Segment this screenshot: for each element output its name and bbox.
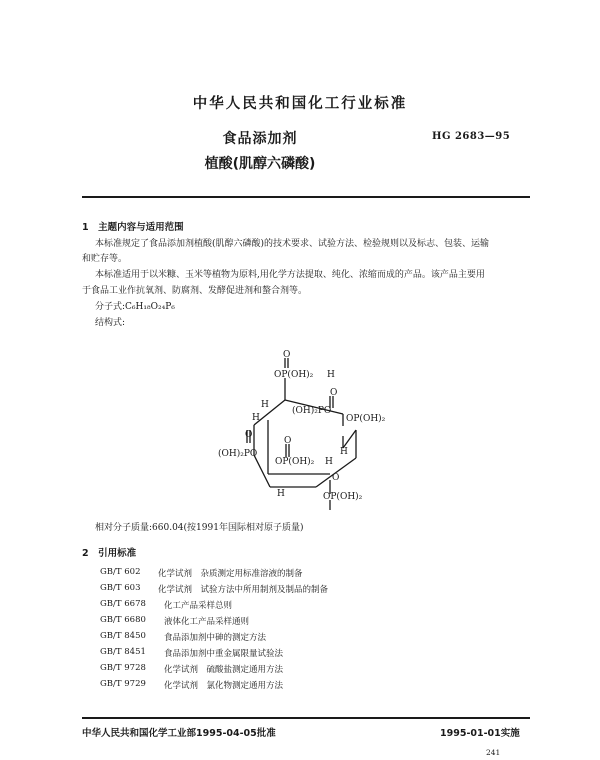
ref-code: GB/T 8450 <box>100 631 146 641</box>
ref-title: 化学试剂 硫酸盐测定通用方法 <box>164 665 284 675</box>
label-bottom-group: OP(OH)₂ <box>323 492 363 502</box>
ref-title: 化学试剂 杂质测定用标准溶液的制备 <box>158 569 303 579</box>
label-bottom-h: H <box>277 489 285 499</box>
document-subtitle: 植酸(肌醇六磷酸) <box>204 156 316 172</box>
label-middle-group: (OH)₂PO <box>292 406 332 416</box>
section-1-paragraph-2-line-1: 本标准适用于以米糠、玉米等植物为原料,用化学方法提取、纯化、浓缩而成的产品。该产品主要用 <box>95 270 485 280</box>
ref-title: 化工产品采样总则 <box>164 601 233 611</box>
issuer-title: 中华人民共和国化工行业标准 <box>192 96 408 112</box>
label-center-group: OP(OH)₂ <box>275 457 315 467</box>
section-2-heading: 2 引用标准 <box>82 548 137 559</box>
structure-label: 结构式: <box>95 318 126 328</box>
ref-title: 食品添加剂中重金属限量试验法 <box>164 649 284 659</box>
label-top-ring-h: H <box>261 400 269 410</box>
ref-title: 化学试剂 试验方法中所用制剂及制品的制备 <box>158 585 329 595</box>
label-center-o: O <box>284 436 292 446</box>
molecular-formula-value: C₆H₁₈O₂₄P₆ <box>125 302 175 312</box>
section-1-heading: 1 主题内容与适用范围 <box>82 222 184 233</box>
ref-code: GB/T 8451 <box>100 647 146 657</box>
implementation-date: 1995-01-01实施 <box>440 728 520 739</box>
label-upper-right-group: OP(OH)₂ <box>346 414 386 424</box>
ref-code: GB/T 603 <box>100 583 141 593</box>
section-1-paragraph-1-line-2: 和贮存等。 <box>82 254 128 264</box>
molecular-formula-label: 分子式: <box>95 302 126 312</box>
ref-title: 化学试剂 氯化物测定通用方法 <box>164 681 284 691</box>
page-number: 241 <box>486 748 501 757</box>
ref-title: 液体化工产品采样通则 <box>164 617 250 627</box>
ref-code: GB/T 9729 <box>100 679 146 689</box>
label-upper-right-o: O <box>330 388 338 398</box>
ref-code: GB/T 6678 <box>100 599 146 609</box>
ref-code: GB/T 9728 <box>100 663 146 673</box>
label-left-o: O <box>245 430 253 440</box>
label-left-h: H <box>252 413 260 423</box>
standard-number: HG 2683—95 <box>432 131 511 142</box>
ref-code: GB/T 6680 <box>100 615 146 625</box>
ref-title: 食品添加剂中砷的测定方法 <box>164 633 267 643</box>
bond-ring-right-a <box>343 430 356 448</box>
label-left-group: (OH)₂PO <box>218 449 258 459</box>
footer-divider <box>82 717 530 719</box>
label-top-group: OP(OH)₂ <box>274 370 314 380</box>
molecular-weight: 相对分子质量:660.04(按1991年国际相对原子质量) <box>95 523 304 533</box>
ref-code: GB/T 602 <box>100 567 141 577</box>
label-right-h: H <box>340 447 348 457</box>
approval-line: 中华人民共和国化学工业部1995-04-05批准 <box>82 728 276 739</box>
label-top-o: O <box>283 350 291 360</box>
section-1-paragraph-2-line-2: 于食品工业作抗氧剂、防腐剂、发酵促进剂和螯合剂等。 <box>82 286 308 296</box>
label-center-h: H <box>325 457 333 467</box>
document-title: 食品添加剂 <box>222 131 298 147</box>
label-bottom-o: O <box>332 473 340 483</box>
label-top-h: H <box>327 370 335 380</box>
section-1-paragraph-1-line-1: 本标准规定了食品添加剂植酸(肌醇六磷酸)的技术要求、试验方法、检验规则以及标志、包装、运输 <box>95 239 490 249</box>
